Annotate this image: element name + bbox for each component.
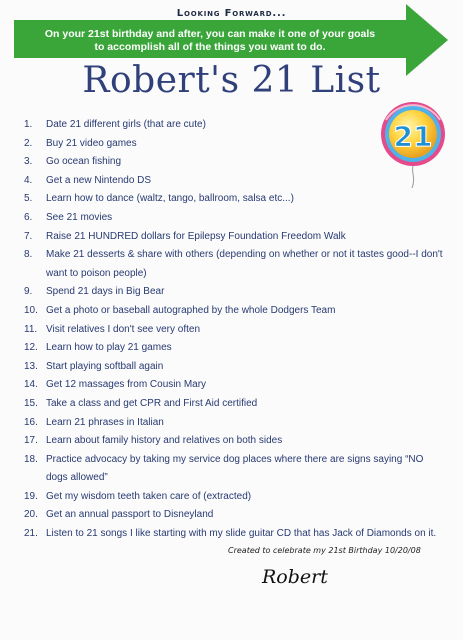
list-item [24, 414, 444, 433]
list-item-number: 20. [24, 509, 38, 521]
banner-line-2: to accomplish all of the things you want to do. [94, 41, 326, 53]
list-item [24, 153, 444, 172]
balloon-number: 21 [393, 120, 433, 153]
list-item-text: Go ocean fishing [46, 156, 122, 168]
celebration-note: Created to celebrate my 21st Birthday 10/20/08 [228, 546, 421, 555]
list-item-text: Raise 21 HUNDRED dollars for Epilepsy Foundation Freedom Walk [46, 230, 346, 242]
list-item [24, 339, 444, 358]
list-item-text: Learn how to play 21 games [46, 342, 172, 354]
looking-forward-heading: Looking Forward... [176, 8, 287, 19]
list-item [24, 321, 444, 340]
list-item-number: 6. [24, 211, 33, 223]
list-item-number: 19. [24, 490, 38, 502]
list-item [24, 116, 444, 135]
list-item-number: 17. [24, 435, 38, 447]
list-item [24, 506, 444, 525]
list-item-number: 5. [24, 193, 33, 205]
list-item-text: Learn about family history and relatives on both sides [46, 435, 283, 447]
list-item-text: Take a class and get CPR and First Aid certified [46, 397, 258, 409]
list-item-number: 16. [24, 416, 38, 428]
list-item-text: Start playing softball again [46, 360, 164, 372]
list-item-number: 10. [24, 304, 38, 316]
list-item-text: Practice advocacy by taking my service dog places where there are signs saying “NO dogs allowed” [46, 453, 424, 484]
list-item-text: Visit relatives I don't see very often [46, 323, 201, 335]
list-item-number: 21. [24, 528, 38, 540]
list-item [24, 283, 444, 302]
list-item [24, 228, 444, 247]
signature-text: Robert [262, 566, 328, 588]
banner-line-1: On your 21st birthday and after, you can make it one of your goals [44, 28, 376, 40]
list-item-number: 8. [24, 249, 33, 261]
list-item-text: Get 12 massages from Cousin Mary [46, 379, 207, 391]
list-item-text: Spend 21 days in Big Bear [46, 286, 165, 298]
list-item [24, 302, 444, 321]
list-item [24, 488, 444, 507]
list-item-number: 4. [24, 174, 33, 186]
list-item-text: Get my wisdom teeth taken care of (extracted) [46, 490, 252, 502]
list-item-text: Buy 21 video games [46, 137, 137, 149]
list-item-number: 15. [24, 397, 38, 409]
list-item-number: 12. [24, 342, 38, 354]
list-item-text: See 21 movies [46, 211, 113, 223]
list-item-number: 3. [24, 156, 33, 168]
list-item-text: Date 21 different girls (that are cute) [46, 119, 206, 130]
list-item [24, 525, 444, 544]
list-item-number: 13. [24, 360, 38, 372]
list-item-text: Get a photo or baseball autographed by the whole Dodgers Team [46, 304, 336, 316]
list-item [24, 190, 444, 209]
list-item [24, 209, 444, 228]
list-item [24, 246, 444, 283]
list-item [24, 376, 444, 395]
list-item [24, 172, 444, 191]
list-item-text: Get a new Nintendo DS [46, 174, 152, 186]
list-item-number: 2. [24, 137, 33, 149]
goal-list [24, 116, 444, 544]
list-item [24, 432, 444, 451]
page-title: Robert's 21 List [82, 60, 381, 101]
list-item-text: Get an annual passport to Disneyland [46, 509, 214, 521]
list-item-number: 18. [24, 453, 38, 465]
list-item-text: Learn 21 phrases in Italian [46, 416, 164, 428]
list-item [24, 451, 444, 488]
banner-text [30, 28, 390, 54]
list-item-text: Make 21 desserts & share with others (depending on whether or not it tastes good--I don't want to poison people) [46, 249, 443, 279]
list-item [24, 358, 444, 377]
list-item-number: 9. [24, 286, 33, 298]
list-item-number: 1. [24, 119, 33, 130]
list-item-number: 7. [24, 230, 33, 242]
list-item-text: Listen to 21 songs I like starting with my slide guitar CD that has Jack of Diamonds on it. [46, 528, 437, 540]
signature [262, 566, 412, 600]
list-item [24, 395, 444, 414]
list-item [24, 135, 444, 154]
list-item-text: Learn how to dance (waltz, tango, ballroom, salsa etc...) [46, 193, 294, 205]
list-item-number: 11. [24, 323, 38, 335]
list-item-number: 14. [24, 379, 38, 391]
